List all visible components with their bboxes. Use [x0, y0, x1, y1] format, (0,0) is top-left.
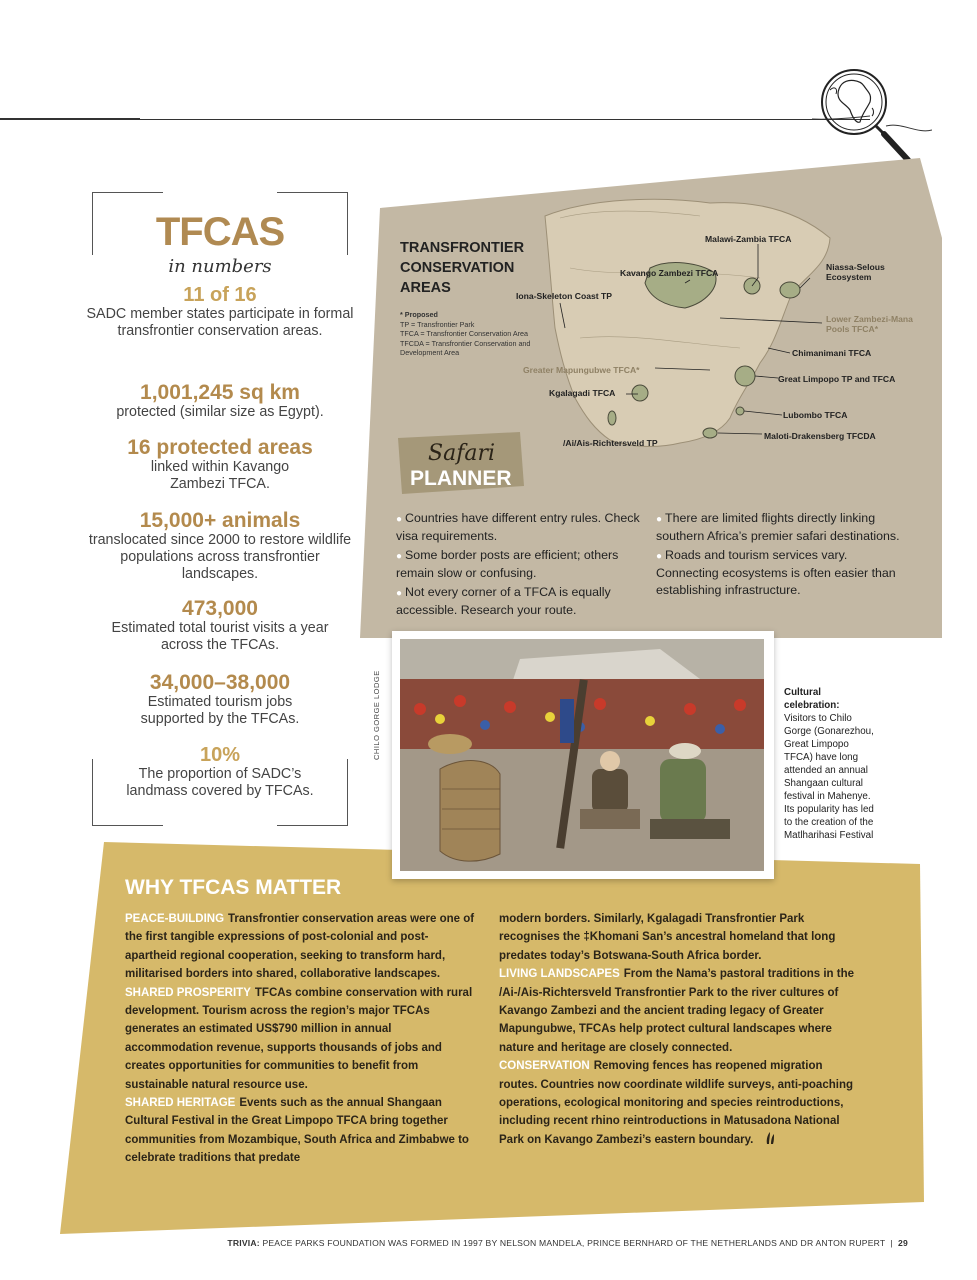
end-mark-icon: [763, 1131, 777, 1145]
why-paragraph: CONSERVATION Removing fences has reopened migration routes. Countries now coordinate wildlife surveys, anti-poaching operations, ecological monitoring and species reintroductions, including recent rhino reintroductions in Matusadona National Park on Kavango Zambezi’s eastern boundary.: [499, 1060, 853, 1146]
festival-photo: [400, 639, 764, 871]
photo-frame: [392, 631, 774, 879]
why-paragraph: LIVING LANDSCAPES From the Nama’s pastoral traditions in the /Ai-/Ais-Richtersveld Transfrontier Park to the river cultures of Kavango Zambezi and the ancient trading legacy of Greater Mapungubwe, TFCAs help protect cultural landscapes where nature and heritage are closely connected.: [499, 968, 855, 1054]
map-label-ai-ais: /Ai/Ais-Richtersveld TP: [563, 438, 658, 448]
map-label-lower-zambezi: Lower Zambezi-Mana Pools TFCA*: [826, 314, 913, 334]
badge-script-text: Safari: [428, 441, 495, 466]
why-paragraph: PEACE-BUILDING Transfrontier conservation areas were one of the first tangible expressions of post-colonial and post-apartheid regional cooperation, seeking to transform hard, militarised borders into shared, collaborative landscapes.: [125, 913, 475, 981]
map-title: TRANSFRONTIER CONSERVATION AREAS: [400, 240, 525, 296]
map-label-malawi-zambia: Malawi-Zambia TFCA: [705, 234, 792, 244]
planner-tips-left: [396, 510, 644, 621]
stat-item: 16 protected areas linked within Kavango Zambezi TFCA.: [127, 436, 313, 492]
planner-tip: ● Some border posts are efficient; others remain slow or confusing.: [396, 548, 619, 580]
photo-credit: CHILO GORGE LODGE: [372, 670, 381, 760]
safari-planner-badge: [398, 432, 524, 494]
top-rule-accent: [0, 118, 140, 120]
why-column-right: [499, 910, 859, 1149]
map-label-maloti: Maloti-Drakensberg TFCDA: [764, 431, 876, 441]
why-paragraph: SHARED PROSPERITY TFCAs combine conservation with rural development. Tourism across the region’s major TFCAs generates an estimated US$790 million in annual accommodation revenue, supports thousands of jobs and creates opportunities for communities to benefit from sustainable natural resource use.: [125, 986, 473, 1091]
map-legend: * Proposed TP = Transfrontier Park TFCA = Transfrontier Conservation Area TFCDA = Transfrontier Conservation and Development Area: [400, 310, 531, 357]
footer-text: PEACE PARKS FOUNDATION WAS FORMED IN 1997 BY NELSON MANDELA, PRINCE BERNHARD OF THE NETHERLANDS AND DR ANTON RUPERT: [262, 1238, 886, 1248]
map-label-chimanimani: Chimanimani TFCA: [792, 348, 872, 358]
why-paragraph: SHARED HERITAGE Events such as the annual Shangaan Cultural Festival in the Great Limpopo TFCA bring together communities from Mozambique, South Africa and Zimbabwe to celebrate traditions that predate: [125, 1097, 469, 1165]
stats-panel: [86, 192, 354, 826]
stat-item: 1,001,245 sq km protected (similar size as Egypt).: [116, 381, 324, 420]
photo-caption: Cultural celebration: Visitors to Chilo Gorge (Gonarezhou, Great Limpopo TFCA) have long attended an annual Shangaan cultural festival in Mahenye. Its popularity has led to the creation of the Matlharihasi Festival: [784, 687, 874, 841]
stat-item: 11 of 16 SADC member states participate in formal transfrontier conservation areas.: [86, 284, 354, 339]
planner-tip: ● Countries have different entry rules. Check visa requirements.: [396, 511, 640, 543]
footer-separator: |: [890, 1238, 893, 1248]
stat-item: 15,000+ animals translocated since 2000 to restore wildlife populations across transfrontier landscapes.: [88, 509, 352, 582]
planner-tip: ● There are limited flights directly linking southern Africa’s premier safari destinations.: [656, 511, 900, 543]
stats-title: TFCAS: [155, 210, 285, 254]
why-title: WHY TFCAS MATTER: [125, 876, 342, 899]
map-label-lubombo: Lubombo TFCA: [783, 410, 848, 420]
planner-tip: ● Not every corner of a TFCA is equally accessible. Research your route.: [396, 585, 611, 617]
map-label-greater-mapungubwe: Greater Mapungubwe TFCA*: [523, 365, 640, 375]
map-label-niassa-selous: Niassa-Selous Ecosystem: [826, 262, 885, 282]
footer: [146, 1238, 908, 1248]
stat-item: 34,000–38,000 Estimated tourism jobs supported by the TFCAs.: [140, 671, 300, 727]
map-label-kavango-zambezi: Kavango Zambezi TFCA: [620, 268, 719, 278]
why-paragraph: modern borders. Similarly, Kgalagadi Transfrontier Park recognises the ‡Khomani San’s ancestral homeland that long predates today’s Botswana-South Africa border.: [499, 913, 836, 962]
planner-tips-right: [656, 510, 902, 601]
badge-word-text: PLANNER: [410, 467, 512, 490]
stat-item: 473,000 Estimated total tourist visits a year across the TFCAs.: [111, 597, 329, 653]
stat-item: 10% The proportion of SADC’s landmass covered by TFCAs.: [126, 744, 314, 799]
planner-tip: ● Roads and tourism services vary. Connecting ecosystems is often easier than establishing infrastructure.: [656, 548, 896, 597]
page-number: 29: [898, 1238, 908, 1248]
map-label-iona-skeleton: Iona-Skeleton Coast TP: [516, 291, 612, 301]
why-column-left: [125, 910, 477, 1168]
stats-subtitle: in numbers: [168, 256, 272, 277]
map-label-great-limpopo: Great Limpopo TP and TFCA: [778, 374, 896, 384]
footer-label: TRIVIA:: [227, 1238, 260, 1248]
map-label-kgalagadi: Kgalagadi TFCA: [549, 388, 616, 398]
